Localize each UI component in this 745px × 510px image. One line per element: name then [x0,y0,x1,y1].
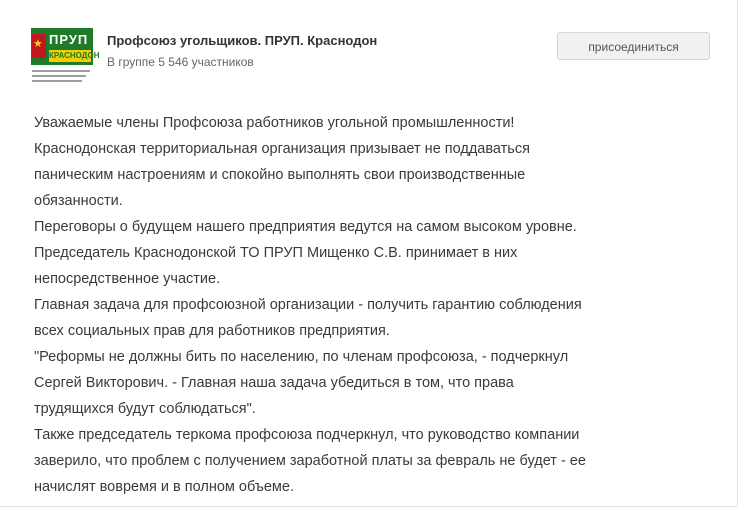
post-line: начислят вовремя и в полном объеме. [34,479,294,495]
post-text [34,110,724,500]
post-line: Уважаемые члены Профсоюза работников угольной промышленности! [34,115,515,131]
post-line: Также председатель теркома профсоюза подчеркнул, что руководство компании [34,427,580,443]
join-button[interactable]: присоединиться [557,32,710,60]
logo-text-bottom: КРАСНОДОН [49,51,100,60]
post-line: Переговоры о будущем нашего предприятия ведутся на самом высоком уровне. [34,219,577,235]
post-line: непосредственное участие. [34,271,221,287]
flag-star-icon [32,34,46,58]
post-line: Сергей Викторович. - Главная наша задача убедиться в том, что права [34,375,514,391]
post-line: трудящихся будут соблюдаться". [34,401,256,417]
post-line: Главная задача для профсоюзной организации - получить гарантию соблюдения [34,297,582,313]
logo-banner [31,28,100,65]
logo-text-top: ПРУП [49,32,89,47]
post-line: заверило, что проблем с получением заработной платы за февраль не будет - ее [34,453,586,469]
post-line: Председатель Краснодонской ТО ПРУП Мищенко С.В. принимает в них [34,245,518,261]
logo-caption-lines [32,70,90,85]
post-line: "Реформы не должны бить по населению, по членам профсоюза, - подчеркнул [34,349,569,365]
post-line: Краснодонская территориальная организация призывает не поддаваться [34,141,530,157]
group-logo[interactable] [31,28,100,92]
member-count: В группе 5 546 участников [107,55,254,69]
post-line: обязанности. [34,193,123,209]
group-name-link[interactable]: Профсоюз угольщиков. ПРУП. Краснодон [107,33,378,48]
post-line: всех социальных прав для работников предприятия. [34,323,390,339]
post-line: паническим настроениям и спокойно выполнять свои производственные [34,167,526,183]
